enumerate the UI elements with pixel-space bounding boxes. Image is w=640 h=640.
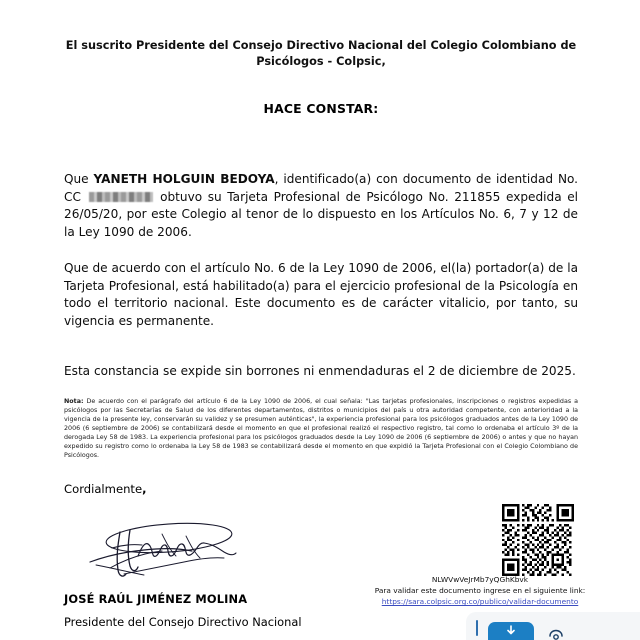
paragraph-validity: Que de acuerdo con el artículo No. 6 de la Ley 1090 de 2006, el(la) portador(a) de la Tarjeta Profesional, está habilitado(a) para el ejercicio profesional de la Psicología en todo el territorio nacional. Este documento es de carácter vitalicio, por tanto, su vigencia es permanente.	[64, 260, 578, 329]
person-name: YANETH HOLGUIN BEDOYA	[93, 171, 275, 186]
qr-code-svg	[502, 504, 574, 576]
paragraph-after-id: obtuvo su Tarjeta Profesional de Psicólogo No. 211855 expedida el 26/05/20, por este Colegio al tenor de lo dispuesto en los Artículos No. 6, 7 y 12 de la Ley 1090 de 2006.	[64, 189, 579, 240]
document-content	[64, 0, 578, 507]
print-icon	[547, 628, 565, 640]
paragraph-lead: Que	[64, 171, 94, 186]
declaration-heading: HACE CONSTAR:	[263, 100, 379, 116]
validation-instruction: Para validar este documento ingrese en el siguiente link:	[374, 586, 586, 596]
signer-name: JOSÉ RAÚL JIMÉNEZ MOLINA	[64, 592, 248, 606]
download-icon	[503, 624, 519, 638]
paragraph-issuance: Esta constancia se expide sin borrones ni enmendaduras el 2 de diciembre de 2025.	[64, 363, 576, 378]
qr-code	[502, 504, 574, 576]
signature-image	[66, 512, 306, 582]
validation-info	[330, 574, 630, 607]
note-label: Nota:	[64, 397, 84, 405]
validation-code: NLWVwVeJrMb7yQGhKbvk	[431, 575, 529, 584]
download-button[interactable]	[488, 622, 534, 640]
toolbar-divider	[476, 620, 478, 636]
validation-link[interactable]: https://sara.colpsic.org.co/publico/validar-documento	[381, 597, 579, 607]
redacted-id-number	[89, 192, 153, 202]
print-button[interactable]	[544, 624, 568, 640]
paragraph-after-name: , identificado(a) con documento de identidad No. CC	[64, 171, 579, 204]
closing-salutation-word: Cordialmente	[64, 481, 143, 496]
closing-salutation	[64, 482, 578, 496]
paragraph-identification	[64, 171, 578, 242]
closing-salutation-punct: ,	[142, 481, 147, 496]
signature-strokes	[66, 512, 306, 582]
signer-title: Presidente del Consejo Directivo Nacional	[64, 615, 302, 629]
document-header: El suscrito Presidente del Consejo Directivo Nacional del Colegio Colombiano de Psicólogos - Colpsic,	[65, 39, 577, 69]
note-text: De acuerdo con el parágrafo del artículo 6 de la Ley 1090 de 2006, el cual señala: "Las tarjetas profesionales, inscripciones o registros expedidas a psicólogos por las Secretarías de Salud de los diferentes departamentos, distritos o municipios del país u otra autoridad competente, con anterioridad a la vigencia de la presente ley, conservarán su validez y se presumen auténticas", la experiencia profesional para los psicólogos graduados antes de la Ley 1090 de 2006 (6 septiembre de 2006) se contabilizará desde el momento en que el profesional realizó el respectivo registro, tal como lo ordenaba el artículo 3º de la derogada Ley 58 de 1983. La experiencia profesional para los psicólogos graduados desde la Ley 1090 de 2006 (6 septiembre de 2006) o antes y que no hayan expedido su registro como lo ordenaba la Ley 58 de 1983 se contabilizará desde el momento en que expidió la Tarjeta Profesional con el Colegio Colombiano de Psicólogos.	[64, 397, 578, 459]
pdf-viewer-toolbar[interactable]	[466, 612, 640, 640]
note-fine-print	[64, 397, 578, 460]
